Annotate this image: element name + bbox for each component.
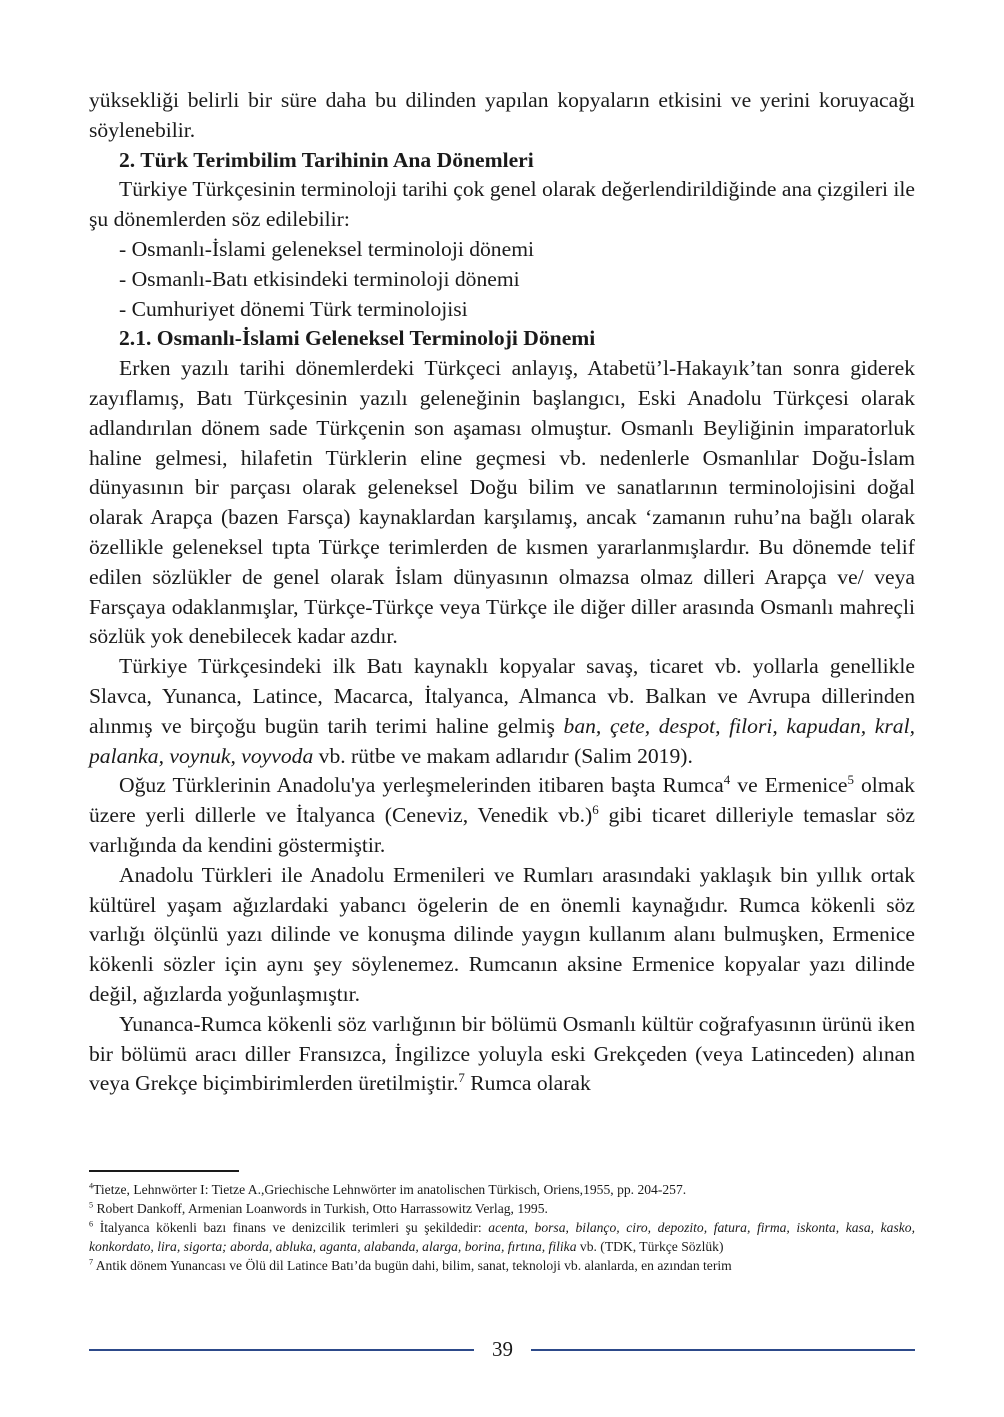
footnote-ref: 4 (723, 772, 731, 788)
paragraph: Anadolu Türkleri ile Anadolu Ermenileri ve Rumları arasındaki yaklaşık bin yıllık ortak kültürel yaşam ağızlardaki yabancı ögelerin de en önemli kaynağıdır. Rumca kökenli söz varlığı ölçünlü yazı dilinde ve konuşma dilinde yaygın kullanım alanı bulmuşken, Ermenice kökenli sözler için aynı şey söylenemez. Rumcanın aksine Ermenice kopyalar yazı dilinde değil, ağızlarda yoğunlaşmıştır. (89, 862, 915, 1006)
list-item: - Osmanlı-İslami geleneksel terminoloji dönemi (119, 236, 534, 261)
footer-rule-right (531, 1349, 915, 1351)
text-run: Türkiye Türkçesindeki ilk Batı kaynaklı kopyalar savaş, ticaret vb. yollarla genellikle Slavca, Yunanca, Latince, Macarca, İtalyanca, Almanca vb. Balkan ve Avrupa dillerinden alınmış ve birçoğu bugün tarih terimi haline gelmiş (89, 654, 915, 738)
footnote-text: İtalyanca kökenli bazı finans ve denizcilik terimleri şu şekildedir: (99, 1220, 482, 1235)
italic-terms: ban, çete, despot, filori, kapudan, kral, palanka, voynuk, voyvoda (89, 713, 915, 768)
text-run: olmak üzere yerli dillerle ve İtalyanca (Ceneviz, Venedik vb.) (89, 773, 915, 828)
body-text (89, 86, 915, 1099)
paragraph: Erken yazılı tarihi dönemlerdeki Türkçeci anlayış, Atabetü’l-Hakayık’tan sonra giderek zayıflamış, Batı Türkçesinin yazılı geleneğinin başlangıcı, Eski Anadolu Türkçesi olarak adlandırılan dönem sade Türkçenin son aşaması olmuştur. Osmanlı Beyliğinin imparatorluk haline gelmesi, hilafetin Türklerin eline geçmesi vb. nedenlerle Osmanlılar Doğu-İslam dünyasının bir parçası olarak geleneksel Doğu bilim ve sanatlarının terminolojisini doğal olarak Arapça (bazen Farsça) kaynaklardan karşılamış, ancak ‘zamanın ruhu’na bağlı olarak özellikle geleneksel tıpta Türkçe terimlerden de kısmen yararlanmışlardır. Bu dönemde telif edilen sözlükler de genel olarak İslam dünyasının olmazsa olmaz dilleri Arapça ve/ veya Farsçaya odaklanmışlar, Türkçe-Türkçe veya Türkçe ile diğer diller arasında Osmanlı mahreçli sözlük yok denebilecek kadar azdır. (89, 356, 915, 649)
paragraph (89, 1010, 915, 1099)
text-run: Oğuz Türklerinin Anadolu'ya yerleşmelerinden itibaren başta Rumca (119, 773, 724, 798)
footnote-text: Tietze, Lehnwörter I: Tietze A.,Griechische Lehnwörter im anatolischen Türkisch, Oriens,1955, pp. 204-257. (93, 1182, 687, 1197)
footnote (89, 1218, 915, 1256)
footnote-separator (89, 1170, 239, 1172)
text-run: Rumca olarak (470, 1071, 591, 1096)
footnote-number: 4 (89, 1181, 94, 1191)
footnote-text: Antik dönem Yunancası ve Ölü dil Latince Batı’da bugün dahi, bilim, sanat, teknoloji vb. alanlarda, en azından terim (95, 1258, 732, 1273)
footnotes (89, 1180, 915, 1275)
footnote-ref: 5 (847, 772, 854, 788)
footnote-number: 5 (89, 1200, 94, 1210)
footnote-text: vb. (TDK, Türkçe Sözlük) (579, 1239, 724, 1254)
footnote-text: Robert Dankoff, Armenian Loanwords in Turkish, Otto Harrassowitz Verlag, 1995. (96, 1201, 548, 1216)
italic-terms: acenta, borsa, bilanço, ciro, depozito, fatura, firma, iskonta, kasa, kasko, konkordato, lira, sigorta; aborda, abluka, aganta, alabanda, alarga, borina, fırtına, filika (89, 1220, 915, 1254)
footnote (89, 1199, 915, 1218)
footnote-number: 6 (89, 1219, 94, 1229)
footnote-ref: 6 (592, 801, 599, 817)
footnote (89, 1180, 915, 1199)
paragraph-continuation: yüksekliği belirli bir süre daha bu dilinden yapılan kopyaların etkisini ve yerini koruyacağı söylenebilir. (89, 88, 915, 142)
paragraph: Türkiye Türkçesinin terminoloji tarihi çok genel olarak değerlendirildiğinde ana çizgileri ile şu dönemlerden söz edilebilir: (89, 177, 915, 232)
paragraph (89, 771, 915, 860)
footnote-ref: 7 (458, 1070, 465, 1086)
text-run: Yunanca-Rumca kökenli söz varlığının bir bölümü Osmanlı kültür coğrafyasının ürünü iken bir bölümü aracı diller Fransızca, İngilizce yoluyla eski Grekçeden (veya Latinceden) alınan veya Grekçe biçimbirimlerden üretilmiştir. (89, 1011, 915, 1096)
text-run: ve Ermenice (737, 773, 848, 798)
footnote-number: 7 (89, 1257, 94, 1267)
footnote (89, 1256, 915, 1275)
section-heading: 2. Türk Terimbilim Tarihinin Ana Dönemleri (119, 147, 534, 172)
list-item: - Cumhuriyet dönemi Türk terminolojisi (119, 296, 468, 321)
paragraph (89, 652, 915, 771)
text-run: gibi ticaret dilleriyle temaslar söz varlığında da kendini göstermiştir. (89, 803, 916, 857)
subsection-heading: 2.1. Osmanlı-İslami Geleneksel Terminoloji Dönemi (119, 326, 596, 351)
footer-rule-left (89, 1349, 474, 1351)
text-run: vb. rütbe ve makam adlarıdır (Salim 2019). (318, 743, 693, 768)
page-number: 39 (492, 1337, 513, 1361)
list-item: - Osmanlı-Batı etkisindeki terminoloji dönemi (119, 266, 520, 291)
